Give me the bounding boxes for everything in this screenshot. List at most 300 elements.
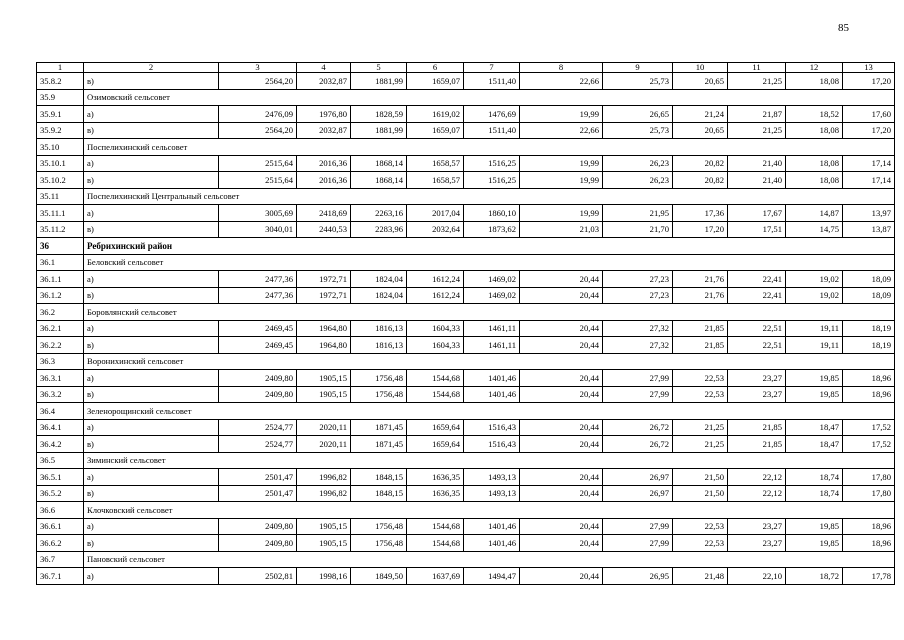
column-header: 4 [297, 63, 351, 73]
value-cell: 20,44 [520, 419, 603, 436]
value-cell: 17,20 [843, 73, 895, 90]
value-cell: 2418,69 [297, 205, 351, 222]
value-cell: 19,02 [786, 271, 843, 288]
value-cell: 18,08 [786, 172, 843, 189]
value-cell: 21,85 [673, 320, 728, 337]
value-cell: 2469,45 [219, 337, 297, 354]
value-cell: 1824,04 [351, 271, 407, 288]
value-cell: 18,96 [843, 518, 895, 535]
row-label: в) [84, 485, 219, 502]
row-code: 36.3 [37, 353, 84, 370]
row-label: в) [84, 535, 219, 552]
column-header: 1 [37, 63, 84, 73]
value-cell: 2564,20 [219, 73, 297, 90]
section-name: Беловский сельсовет [84, 254, 895, 271]
value-cell: 1659,64 [407, 419, 464, 436]
section-row [37, 502, 895, 519]
value-cell: 1658,57 [407, 172, 464, 189]
value-cell: 1964,80 [297, 337, 351, 354]
table-row [37, 320, 895, 337]
value-cell: 21,87 [728, 106, 786, 123]
value-cell: 20,44 [520, 485, 603, 502]
value-cell: 17,14 [843, 172, 895, 189]
value-cell: 21,50 [673, 485, 728, 502]
table-row [37, 535, 895, 552]
value-cell: 22,12 [728, 469, 786, 486]
value-cell: 21,85 [728, 436, 786, 453]
value-cell: 1905,15 [297, 386, 351, 403]
value-cell: 1461,11 [464, 337, 520, 354]
row-code: 36.5 [37, 452, 84, 469]
section-name: Озимовский сельсовет [84, 89, 895, 106]
value-cell: 1516,43 [464, 419, 520, 436]
value-cell: 1612,24 [407, 271, 464, 288]
value-cell: 2564,20 [219, 122, 297, 139]
value-cell: 1816,13 [351, 320, 407, 337]
table-row [37, 221, 895, 238]
value-cell: 1544,68 [407, 386, 464, 403]
value-cell: 14,75 [786, 221, 843, 238]
value-cell: 21,03 [520, 221, 603, 238]
section-name: Ребрихинский район [84, 238, 895, 255]
table-row [37, 370, 895, 387]
value-cell: 26,72 [603, 436, 673, 453]
value-cell: 1658,57 [407, 155, 464, 172]
table-row [37, 122, 895, 139]
value-cell: 1824,04 [351, 287, 407, 304]
value-cell: 17,36 [673, 205, 728, 222]
value-cell: 1848,15 [351, 469, 407, 486]
value-cell: 1848,15 [351, 485, 407, 502]
column-header: 12 [786, 63, 843, 73]
value-cell: 18,74 [786, 469, 843, 486]
value-cell: 20,44 [520, 469, 603, 486]
value-cell: 1604,33 [407, 337, 464, 354]
row-label: в) [84, 436, 219, 453]
value-cell: 1516,43 [464, 436, 520, 453]
column-header: 9 [603, 63, 673, 73]
section-row [37, 89, 895, 106]
value-cell: 27,99 [603, 370, 673, 387]
row-code: 35.11.1 [37, 205, 84, 222]
row-label: а) [84, 370, 219, 387]
value-cell: 26,23 [603, 172, 673, 189]
value-cell: 19,85 [786, 518, 843, 535]
value-cell: 23,27 [728, 386, 786, 403]
value-cell: 17,52 [843, 436, 895, 453]
value-cell: 2524,77 [219, 436, 297, 453]
value-cell: 1401,46 [464, 386, 520, 403]
value-cell: 2469,45 [219, 320, 297, 337]
value-cell: 18,74 [786, 485, 843, 502]
tariff-table [36, 62, 895, 585]
value-cell: 2016,36 [297, 155, 351, 172]
value-cell: 18,52 [786, 106, 843, 123]
value-cell: 21,24 [673, 106, 728, 123]
value-cell: 2524,77 [219, 419, 297, 436]
value-cell: 2501,47 [219, 469, 297, 486]
value-cell: 2409,80 [219, 370, 297, 387]
table-row [37, 518, 895, 535]
value-cell: 20,82 [673, 155, 728, 172]
value-cell: 26,72 [603, 419, 673, 436]
value-cell: 1756,48 [351, 518, 407, 535]
value-cell: 2032,87 [297, 73, 351, 90]
page-number: 85 [838, 22, 849, 34]
value-cell: 26,97 [603, 469, 673, 486]
row-label: а) [84, 419, 219, 436]
row-code: 36.5.2 [37, 485, 84, 502]
value-cell: 1972,71 [297, 271, 351, 288]
row-code: 35.10.1 [37, 155, 84, 172]
row-label: а) [84, 320, 219, 337]
value-cell: 1469,02 [464, 271, 520, 288]
value-cell: 1868,14 [351, 172, 407, 189]
row-label: в) [84, 337, 219, 354]
value-cell: 1637,69 [407, 568, 464, 585]
value-cell: 19,99 [520, 106, 603, 123]
row-code: 35.11.2 [37, 221, 84, 238]
row-code: 35.8.2 [37, 73, 84, 90]
table-row [37, 287, 895, 304]
value-cell: 22,41 [728, 287, 786, 304]
row-code: 35.9 [37, 89, 84, 106]
value-cell: 1881,99 [351, 122, 407, 139]
value-cell: 20,82 [673, 172, 728, 189]
value-cell: 26,23 [603, 155, 673, 172]
section-row [37, 452, 895, 469]
row-label: в) [84, 386, 219, 403]
value-cell: 2477,36 [219, 287, 297, 304]
value-cell: 23,27 [728, 535, 786, 552]
value-cell: 21,48 [673, 568, 728, 585]
value-cell: 1636,35 [407, 485, 464, 502]
value-cell: 1905,15 [297, 535, 351, 552]
column-header: 10 [673, 63, 728, 73]
row-code: 36.3.1 [37, 370, 84, 387]
section-row [37, 139, 895, 156]
value-cell: 19,99 [520, 155, 603, 172]
value-cell: 1849,50 [351, 568, 407, 585]
value-cell: 21,85 [728, 419, 786, 436]
value-cell: 1516,25 [464, 155, 520, 172]
value-cell: 1756,48 [351, 535, 407, 552]
table-row [37, 337, 895, 354]
value-cell: 20,44 [520, 436, 603, 453]
row-label: а) [84, 469, 219, 486]
value-cell: 2477,36 [219, 271, 297, 288]
section-row [37, 188, 895, 205]
value-cell: 21,76 [673, 271, 728, 288]
row-label: в) [84, 122, 219, 139]
table-row [37, 271, 895, 288]
row-code: 35.9.1 [37, 106, 84, 123]
value-cell: 1905,15 [297, 370, 351, 387]
value-cell: 20,44 [520, 271, 603, 288]
row-label: в) [84, 287, 219, 304]
column-header: 5 [351, 63, 407, 73]
value-cell: 19,11 [786, 320, 843, 337]
value-cell: 1511,40 [464, 73, 520, 90]
column-header: 2 [84, 63, 219, 73]
value-cell: 22,51 [728, 337, 786, 354]
value-cell: 21,25 [673, 436, 728, 453]
value-cell: 22,53 [673, 518, 728, 535]
value-cell: 25,73 [603, 122, 673, 139]
value-cell: 26,97 [603, 485, 673, 502]
value-cell: 17,52 [843, 419, 895, 436]
value-cell: 18,09 [843, 271, 895, 288]
value-cell: 25,73 [603, 73, 673, 90]
value-cell: 1868,14 [351, 155, 407, 172]
row-code: 35.9.2 [37, 122, 84, 139]
value-cell: 1828,59 [351, 106, 407, 123]
value-cell: 18,47 [786, 436, 843, 453]
value-cell: 1401,46 [464, 535, 520, 552]
value-cell: 21,25 [673, 419, 728, 436]
row-code: 36.6.1 [37, 518, 84, 535]
value-cell: 17,20 [673, 221, 728, 238]
value-cell: 1998,16 [297, 568, 351, 585]
table-row [37, 172, 895, 189]
row-code: 36.2 [37, 304, 84, 321]
value-cell: 19,85 [786, 370, 843, 387]
row-code: 35.11 [37, 188, 84, 205]
row-code: 36.1.2 [37, 287, 84, 304]
value-cell: 1816,13 [351, 337, 407, 354]
value-cell: 22,53 [673, 535, 728, 552]
value-cell: 22,12 [728, 485, 786, 502]
row-label: а) [84, 568, 219, 585]
value-cell: 22,51 [728, 320, 786, 337]
value-cell: 2283,96 [351, 221, 407, 238]
table-row [37, 205, 895, 222]
value-cell: 17,60 [843, 106, 895, 123]
value-cell: 27,99 [603, 386, 673, 403]
value-cell: 2409,80 [219, 386, 297, 403]
value-cell: 21,70 [603, 221, 673, 238]
value-cell: 27,32 [603, 320, 673, 337]
row-label: а) [84, 271, 219, 288]
value-cell: 21,50 [673, 469, 728, 486]
row-label: а) [84, 155, 219, 172]
value-cell: 27,99 [603, 535, 673, 552]
row-label: в) [84, 221, 219, 238]
table-row [37, 436, 895, 453]
value-cell: 22,53 [673, 370, 728, 387]
value-cell: 1636,35 [407, 469, 464, 486]
value-cell: 20,44 [520, 370, 603, 387]
value-cell: 20,44 [520, 568, 603, 585]
value-cell: 19,85 [786, 535, 843, 552]
value-cell: 1964,80 [297, 320, 351, 337]
section-name: Поспелихинский Центральный сельсовет [84, 188, 895, 205]
row-code: 36.1.1 [37, 271, 84, 288]
value-cell: 2440,53 [297, 221, 351, 238]
value-cell: 2017,04 [407, 205, 464, 222]
row-code: 36.4.2 [37, 436, 84, 453]
value-cell: 19,99 [520, 172, 603, 189]
value-cell: 21,95 [603, 205, 673, 222]
value-cell: 1871,45 [351, 419, 407, 436]
row-label: а) [84, 518, 219, 535]
table-row [37, 485, 895, 502]
row-code: 36.2.1 [37, 320, 84, 337]
row-code: 36.2.2 [37, 337, 84, 354]
value-cell: 2020,11 [297, 436, 351, 453]
value-cell: 17,80 [843, 485, 895, 502]
row-label: а) [84, 205, 219, 222]
value-cell: 3040,01 [219, 221, 297, 238]
value-cell: 1996,82 [297, 485, 351, 502]
section-row [37, 254, 895, 271]
value-cell: 19,11 [786, 337, 843, 354]
section-name: Боровлянский сельсовет [84, 304, 895, 321]
value-cell: 18,96 [843, 370, 895, 387]
value-cell: 1516,25 [464, 172, 520, 189]
value-cell: 14,87 [786, 205, 843, 222]
row-label: в) [84, 172, 219, 189]
value-cell: 27,23 [603, 287, 673, 304]
value-cell: 18,47 [786, 419, 843, 436]
value-cell: 21,25 [728, 73, 786, 90]
value-cell: 2032,64 [407, 221, 464, 238]
section-row [37, 403, 895, 420]
value-cell: 17,80 [843, 469, 895, 486]
value-cell: 13,97 [843, 205, 895, 222]
table-row [37, 419, 895, 436]
value-cell: 1972,71 [297, 287, 351, 304]
row-code: 36.7 [37, 551, 84, 568]
column-header: 7 [464, 63, 520, 73]
value-cell: 19,99 [520, 205, 603, 222]
row-code: 35.10.2 [37, 172, 84, 189]
section-name: Пановский сельсовет [84, 551, 895, 568]
row-code: 36.4 [37, 403, 84, 420]
value-cell: 18,19 [843, 337, 895, 354]
table-header [37, 63, 895, 73]
section-row [37, 304, 895, 321]
row-code: 36.3.2 [37, 386, 84, 403]
value-cell: 21,25 [728, 122, 786, 139]
section-name: Зеленорощинский сельсовет [84, 403, 895, 420]
value-cell: 2502,81 [219, 568, 297, 585]
value-cell: 17,14 [843, 155, 895, 172]
value-cell: 22,41 [728, 271, 786, 288]
row-code: 36.1 [37, 254, 84, 271]
column-header: 13 [843, 63, 895, 73]
table-row [37, 73, 895, 90]
value-cell: 27,32 [603, 337, 673, 354]
value-cell: 21,40 [728, 155, 786, 172]
section-row [37, 238, 895, 255]
value-cell: 1544,68 [407, 370, 464, 387]
value-cell: 21,40 [728, 172, 786, 189]
value-cell: 2515,64 [219, 172, 297, 189]
value-cell: 22,66 [520, 122, 603, 139]
value-cell: 1544,68 [407, 518, 464, 535]
table-row [37, 469, 895, 486]
row-label: в) [84, 73, 219, 90]
value-cell: 20,44 [520, 386, 603, 403]
table-row [37, 568, 895, 585]
value-cell: 20,44 [520, 535, 603, 552]
column-header: 11 [728, 63, 786, 73]
value-cell: 18,08 [786, 155, 843, 172]
value-cell: 1401,46 [464, 370, 520, 387]
row-code: 36.6.2 [37, 535, 84, 552]
row-code: 36.5.1 [37, 469, 84, 486]
value-cell: 1860,10 [464, 205, 520, 222]
table-row [37, 106, 895, 123]
row-code: 36.6 [37, 502, 84, 519]
value-cell: 1871,45 [351, 436, 407, 453]
value-cell: 1619,02 [407, 106, 464, 123]
value-cell: 23,27 [728, 370, 786, 387]
value-cell: 1881,99 [351, 73, 407, 90]
table-row [37, 386, 895, 403]
value-cell: 2020,11 [297, 419, 351, 436]
value-cell: 20,44 [520, 320, 603, 337]
value-cell: 1469,02 [464, 287, 520, 304]
value-cell: 1996,82 [297, 469, 351, 486]
section-name: Воронихинский сельсовет [84, 353, 895, 370]
value-cell: 20,44 [520, 337, 603, 354]
value-cell: 19,02 [786, 287, 843, 304]
row-code: 36.7.1 [37, 568, 84, 585]
value-cell: 1476,69 [464, 106, 520, 123]
value-cell: 3005,69 [219, 205, 297, 222]
value-cell: 17,67 [728, 205, 786, 222]
value-cell: 22,66 [520, 73, 603, 90]
value-cell: 1493,13 [464, 469, 520, 486]
column-number-row [37, 63, 895, 73]
section-row [37, 353, 895, 370]
value-cell: 1461,11 [464, 320, 520, 337]
value-cell: 1511,40 [464, 122, 520, 139]
value-cell: 2409,80 [219, 535, 297, 552]
value-cell: 1976,80 [297, 106, 351, 123]
value-cell: 18,08 [786, 122, 843, 139]
value-cell: 27,23 [603, 271, 673, 288]
value-cell: 1493,13 [464, 485, 520, 502]
value-cell: 1905,15 [297, 518, 351, 535]
value-cell: 21,85 [673, 337, 728, 354]
value-cell: 1544,68 [407, 535, 464, 552]
value-cell: 13,87 [843, 221, 895, 238]
value-cell: 1659,64 [407, 436, 464, 453]
value-cell: 20,65 [673, 73, 728, 90]
table-row [37, 155, 895, 172]
value-cell: 18,72 [786, 568, 843, 585]
value-cell: 2515,64 [219, 155, 297, 172]
value-cell: 2263,16 [351, 205, 407, 222]
value-cell: 22,53 [673, 386, 728, 403]
value-cell: 1401,46 [464, 518, 520, 535]
value-cell: 18,96 [843, 386, 895, 403]
column-header: 6 [407, 63, 464, 73]
row-code: 35.10 [37, 139, 84, 156]
value-cell: 18,08 [786, 73, 843, 90]
value-cell: 2016,36 [297, 172, 351, 189]
value-cell: 2032,87 [297, 122, 351, 139]
column-header: 3 [219, 63, 297, 73]
value-cell: 1494,47 [464, 568, 520, 585]
value-cell: 2409,80 [219, 518, 297, 535]
value-cell: 20,44 [520, 518, 603, 535]
section-row [37, 551, 895, 568]
value-cell: 17,51 [728, 221, 786, 238]
